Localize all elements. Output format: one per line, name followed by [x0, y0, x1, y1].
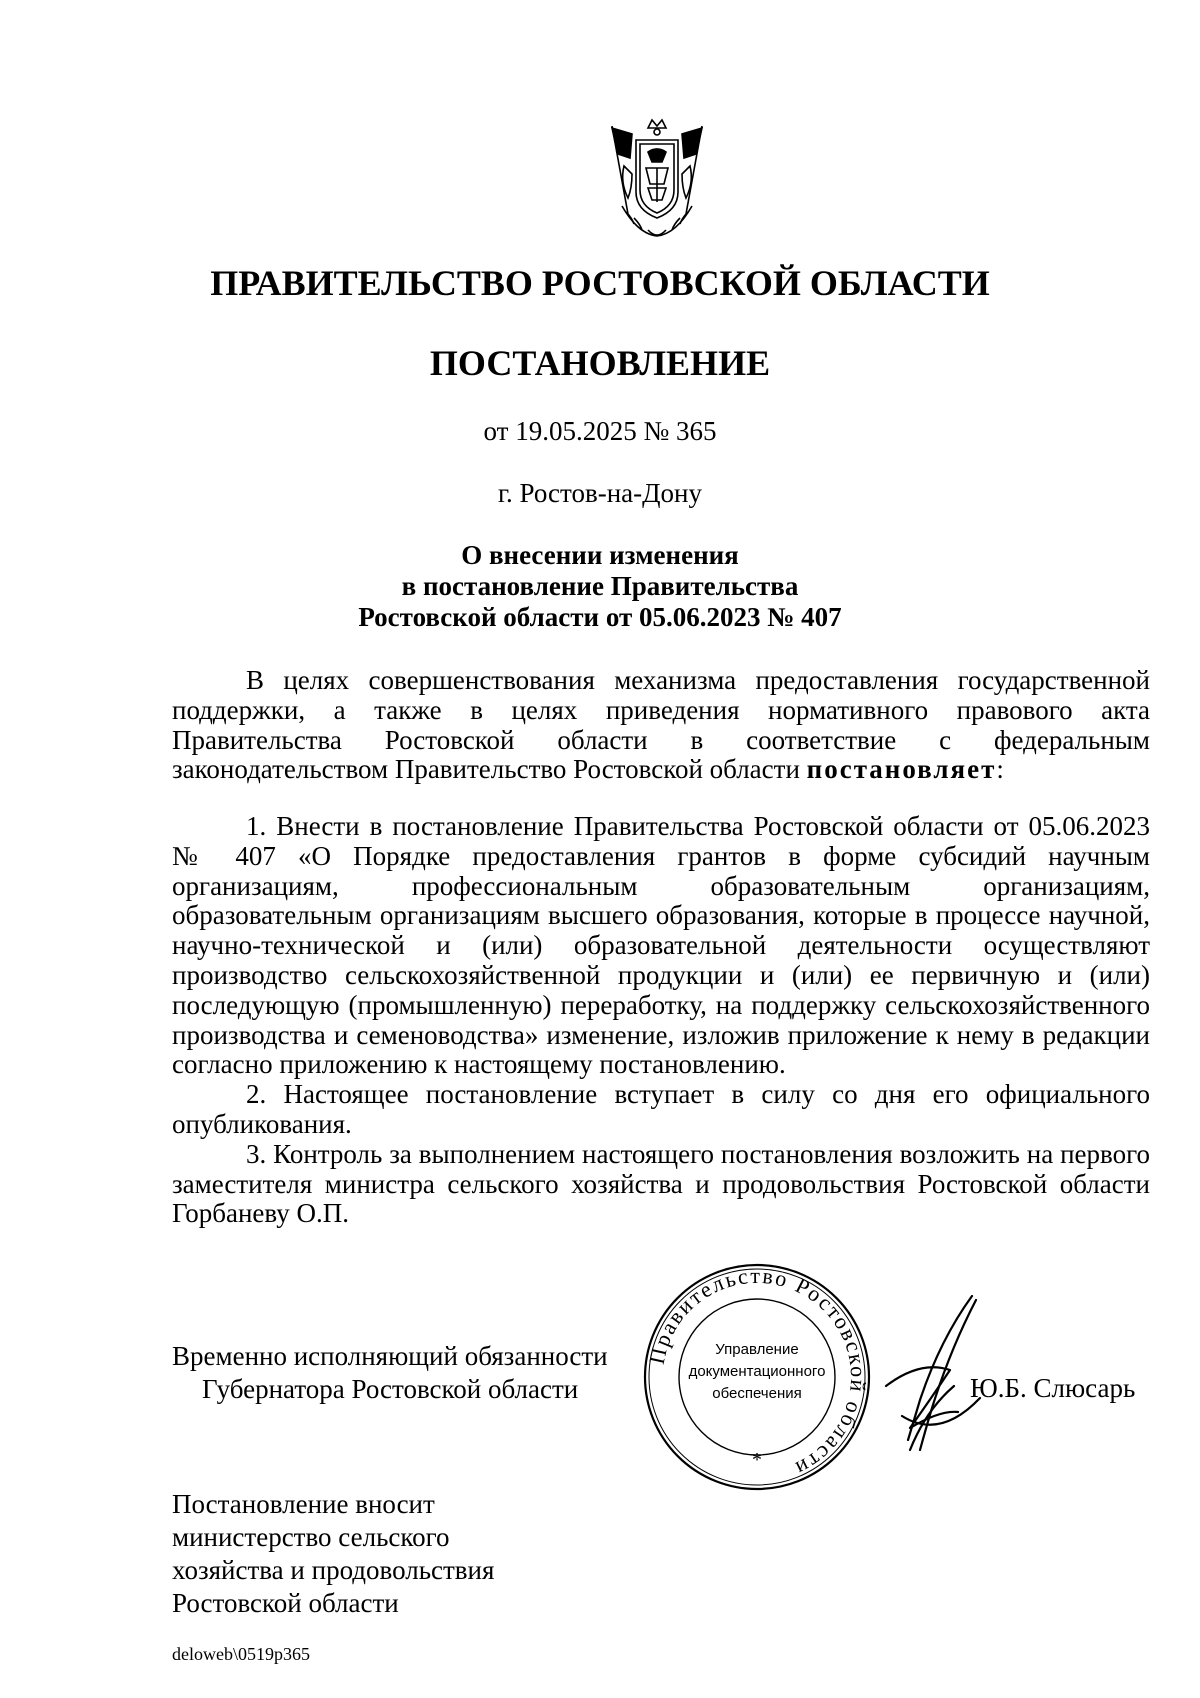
stamp-inner-line: Управление [715, 1341, 799, 1358]
document-subject [0, 540, 1200, 633]
stamp-ring-text: Правительство Ростовской области [643, 1262, 872, 1483]
stamp-star: * [752, 1449, 762, 1471]
preamble-text: В целях совершенствования механизма предоставления государственной поддержки, а также в целях приведения нормативного правового акта Правительства Ростовской области в соответствие с федеральным законодательством Правительство Ростовской области [172, 665, 1150, 785]
stamp-inner-line: обеспечения [712, 1385, 802, 1402]
introduced-by-line: Ростовской области [172, 1588, 399, 1618]
subject-line: О внесении изменения [461, 540, 739, 570]
subject-line: в постановление Правительства [401, 571, 799, 601]
decision-word: постановляет [806, 754, 997, 785]
signer-position [172, 1340, 608, 1406]
introduced-by-line: министерство сельского [172, 1522, 450, 1552]
file-reference: deloweb\0519p365 [172, 1644, 310, 1664]
preamble-paragraph [172, 666, 1150, 785]
official-stamp [642, 1262, 872, 1492]
introduced-by-line: хозяйства и продовольствия [172, 1555, 495, 1585]
stamp-inner-line: документационного [688, 1363, 826, 1380]
position-line: Губернатора Ростовской области [202, 1374, 579, 1404]
item-paragraph-3: 3. Контроль за выполнением настоящего постановления возложить на первого заместителя министра сельского хозяйства и продовольствия Ростовской области Горбаневу О.П. [172, 1138, 1150, 1229]
subject-line: Ростовской области от 05.06.2023 № 407 [358, 602, 842, 632]
preamble-tail: : [996, 754, 1004, 785]
signer-name: Ю.Б. Слюсарь [970, 1373, 1136, 1403]
introduced-by-line: Постановление вносит [172, 1489, 435, 1519]
position-line: Временно исполняющий обязанности [172, 1341, 608, 1371]
introduced-by-block [172, 1488, 494, 1620]
item-paragraph-1: 1. Внести в постановление Правительства Ростовской области от 05.06.2023 № 407 «О Порядке предоставления грантов в форме субсидий научным организациям, профессиональным образовательным организациям, образовательным организациям высшего образования, которые в процессе научной, научно-технической и (или) образовательной деятельности осуществляют производство сельскохозяйственной продукции и (или) ее первичную и (или) последующую (промышленную) переработку, на поддержку сельскохозяйственного производства и семеноводства» изменение, изложив приложение к нему в редакции согласно приложению к настоящему постановлению. [172, 811, 1150, 1080]
coat-of-arms-icon [598, 118, 716, 240]
city-line: г. Ростов-на-Дону [497, 478, 702, 508]
date-number-line: от 19.05.2025 № 365 [483, 416, 717, 446]
preamble-block [172, 666, 1150, 785]
item-paragraph-2: 2. Настоящее постановление вступает в силу со дня его официального опубликования. [172, 1079, 1150, 1139]
items-block [172, 812, 1150, 1229]
organization-title: ПРАВИТЕЛЬСТВО РОСТОВСКОЙ ОБЛАСТИ [210, 263, 990, 303]
document-type-title: ПОСТАНОВЛЕНИЕ [429, 343, 771, 383]
